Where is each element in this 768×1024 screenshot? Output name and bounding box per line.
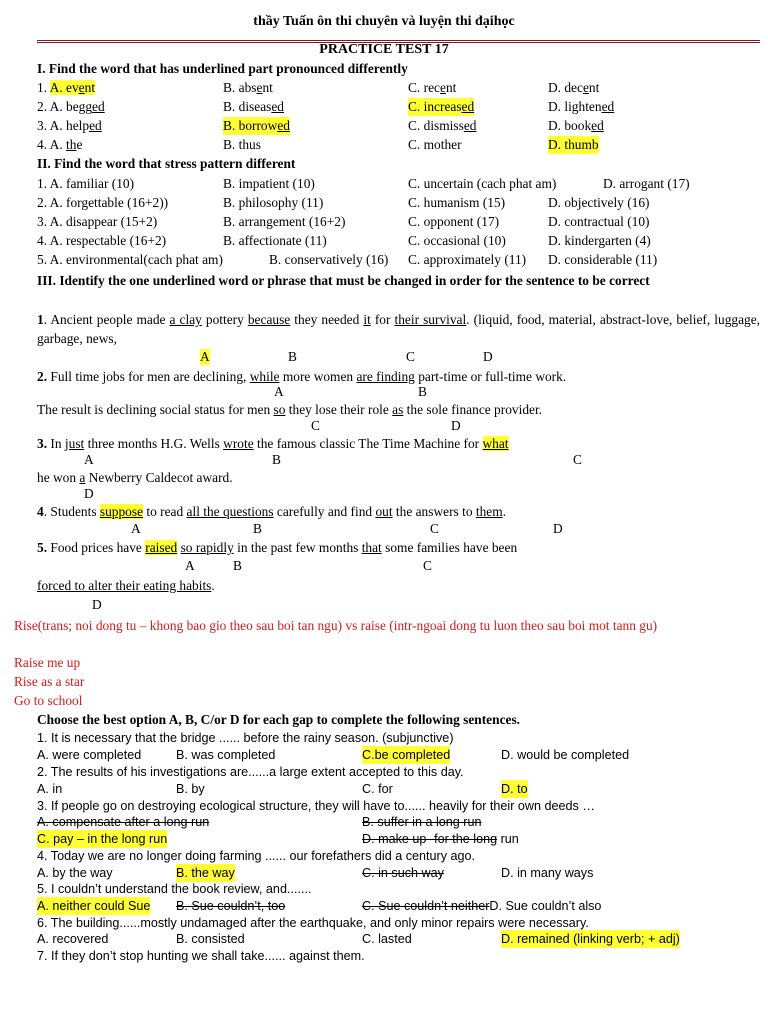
- s4-q3-d: D. make up- for the long run: [362, 832, 519, 846]
- s1-row-4: [37, 136, 760, 154]
- s1-q4-d: D. thumb: [548, 137, 599, 152]
- s2-q5-b: B. conservatively (16): [269, 252, 389, 267]
- s2-row-3: [37, 213, 760, 231]
- s3-q1-letter-c: C: [406, 349, 415, 364]
- section-3-heading: III. Identify the one underlined word or phrase that must be changed in order for the sentence to be correct: [37, 273, 650, 288]
- s1-row-2: [37, 98, 760, 116]
- s2-q2-c: C. humanism (15): [408, 195, 506, 210]
- s2-q4-d: D. kindergarten (4): [548, 233, 651, 248]
- s4-q5-options: [37, 897, 760, 915]
- s4-q4-a: A. by the way: [37, 866, 113, 880]
- s3-q3: 3. In just three months H.G. Wells wrote the famous classic The Time Machine for what: [37, 436, 509, 451]
- s1-q1-b: B. absent: [223, 80, 273, 95]
- s3-q3-letter-d: D: [84, 486, 94, 501]
- s2-q4-b: B. affectionate (11): [223, 233, 327, 248]
- s2-q3-c: C. opponent (17): [408, 214, 500, 229]
- s3-q4-letter-d: D: [553, 521, 563, 536]
- s4-q5-cd: C. Sue couldn’t neitherD. Sue couldn’t also: [362, 899, 602, 913]
- s2-q2-b: B. philosophy (11): [223, 195, 324, 210]
- s2-q3-d: D. contractual (10): [548, 214, 650, 229]
- s3-q5-letter-a: A: [185, 558, 195, 573]
- s4-q1-d: D. would be completed: [501, 748, 630, 762]
- s2-q3-b: B. arrangement (16+2): [223, 214, 346, 229]
- s3-q2-letter-a: A: [274, 384, 284, 399]
- s4-q6-c: C. lasted: [362, 932, 412, 946]
- s4-q3: 3. If people go on destroying ecological structure, they will have to...... heavily for their own deeds …: [37, 799, 595, 813]
- s1-row-3: [37, 117, 760, 135]
- s2-q1-a: 1. A. familiar (10): [37, 176, 135, 191]
- s2-q1-b: B. impatient (10): [223, 176, 315, 191]
- s4-q4-d: D. in many ways: [501, 866, 594, 880]
- s4-q4-c: C. in such way: [362, 866, 444, 880]
- note-raise-me-up: Raise me up: [14, 655, 81, 670]
- s4-q3-a: A. compensate after a long run: [37, 815, 210, 829]
- s4-q2-a: A. in: [37, 782, 63, 796]
- s4-q5: 5. I couldn’t understand the book review, and.......: [37, 882, 312, 896]
- s1-q2-d: D. lightened: [548, 99, 615, 114]
- s3-q2-letter-d: D: [451, 418, 461, 433]
- note-rise-as-star: Rise as a star: [14, 674, 85, 689]
- s4-q3-options-1: [37, 813, 760, 831]
- page-title: PRACTICE TEST 17: [319, 42, 449, 57]
- s2-q1-c: C. uncertain (cach phat am): [408, 176, 557, 191]
- s3-q1-letter-d: D: [483, 349, 493, 364]
- s2-q5-a: 5. A. environmental(cach phat am): [37, 252, 223, 267]
- s3-q4-letter-b: B: [253, 521, 262, 536]
- s4-q5-b: B. Sue couldn’t, too: [176, 899, 286, 913]
- s3-q1-letter-b: B: [288, 349, 297, 364]
- s4-q4-b: B. the way: [176, 866, 235, 880]
- s3-q4-letter-a: A: [131, 521, 141, 536]
- s3-q5-line2: forced to alter their eating habits.: [37, 578, 215, 593]
- s3-q2-letter-b: B: [418, 384, 427, 399]
- s3-q2-letter-c: C: [311, 418, 320, 433]
- s4-q1-b: B. was completed: [176, 748, 276, 762]
- s3-q4-letter-c: C: [430, 521, 439, 536]
- s4-q6-a: A. recovered: [37, 932, 109, 946]
- s2-row-5: [37, 251, 760, 269]
- s4-q2: 2. The results of his investigations are......a large extent accepted to this day.: [37, 765, 464, 779]
- s1-q1-a: A. event: [49, 80, 96, 95]
- s2-row-4: [37, 232, 760, 250]
- s2-row-2: [37, 194, 760, 212]
- s4-q1: 1. It is necessary that the bridge ...... before the rainy season. (subjunctive): [37, 731, 454, 745]
- s2-q4-c: C. occasional (10): [408, 233, 506, 248]
- s3-q2-line2: The result is declining social status for men so they lose their role as the sole finance provider.: [37, 402, 543, 417]
- s2-q2-a: 2. A. forgettable (16+2)): [37, 195, 169, 210]
- s1-q1-d: D. decent: [548, 80, 600, 95]
- section-2-heading: II. Find the word that stress pattern different: [37, 156, 296, 171]
- s3-q4: 4. Students suppose to read all the questions carefully and find out the answers to them.: [37, 504, 507, 519]
- s2-q5-d: D. considerable (11): [548, 252, 658, 267]
- s1-q2-c: C. increased: [408, 99, 475, 114]
- note-rise-raise: Rise(trans; noi dong tu – khong bao gio theo sau boi tan ngu) vs raise (intr-ngoai dong tu luon theo sau boi mot tann gu): [14, 618, 658, 633]
- s4-q1-options: [37, 746, 760, 764]
- page-header: thầy Tuấn ôn thi chuyên và luyện thi đạihọc: [253, 14, 515, 29]
- s4-q3-c: C. pay – in the long run: [37, 832, 168, 846]
- s1-q2-b: B. diseased: [223, 99, 284, 114]
- s3-q3-letter-b: B: [272, 452, 281, 467]
- s1-q4-a: 4. A. the: [37, 137, 83, 152]
- s4-q3-b: B. suffer in a long run: [362, 815, 482, 829]
- s1-q3-d: D. booked: [548, 118, 604, 133]
- s1-q3-a: 3. A. helped: [37, 118, 102, 133]
- s2-q4-a: 4. A. respectable (16+2): [37, 233, 167, 248]
- s4-q2-options: [37, 780, 760, 798]
- note-go-to-school: Go to school: [14, 693, 83, 708]
- s4-q5-a: A. neither could Sue: [37, 899, 151, 913]
- s4-q6-d: D. remained (linking verb; + adj): [501, 932, 680, 946]
- s3-q5-letter-d: D: [92, 597, 102, 612]
- s4-q6: 6. The building......mostly undamaged after the earthquake, and only minor repairs were necessary.: [37, 916, 589, 930]
- s4-q4: 4. Today we are no longer doing farming ...... our forefathers did a century ago.: [37, 849, 476, 863]
- s1-q1-c: C. recent: [408, 80, 457, 95]
- s3-q3-letter-a: A: [84, 452, 94, 467]
- s2-q3-a: 3. A. disappear (15+2): [37, 214, 158, 229]
- s2-q1-d: D. arrogant (17): [603, 176, 690, 191]
- s4-q6-b: B. consisted: [176, 932, 245, 946]
- s3-q1-letter-a: A: [200, 349, 210, 364]
- s3-q2: 2. Full time jobs for men are declining, while more women are finding part-time or full-time work.: [37, 369, 567, 384]
- s3-q1: 1. Ancient people made a clay pottery because they needed it for their survival. (liquid, food, material, abstract-love, belief, luggage, garbage, news,: [37, 312, 761, 346]
- s4-q7: 7. If they don’t stop hunting we shall take...... against them.: [37, 949, 365, 963]
- s2-row-1: [37, 175, 760, 193]
- s4-q2-d: D. to: [501, 782, 528, 796]
- s2-q2-d: D. objectively (16): [548, 195, 650, 210]
- s3-q5: 5. Food prices have raised so rapidly in the past few months that some families have been: [37, 540, 518, 555]
- s4-q3-options-2: [37, 830, 760, 848]
- s4-q1-c: C.be completed: [362, 748, 451, 762]
- s3-q5-letter-c: C: [423, 558, 432, 573]
- s3-q5-letter-b: B: [233, 558, 242, 573]
- s4-q2-c: C. for: [362, 782, 393, 796]
- s4-q6-options: [37, 930, 760, 948]
- s3-q3-line2: he won a Newberry Caldecot award.: [37, 470, 233, 485]
- s4-q2-b: B. by: [176, 782, 205, 796]
- s1-row-1: 1. A. event B. absent C. recent D. decent: [37, 80, 600, 95]
- s1-q3-b: B. borrowed: [223, 118, 290, 133]
- s1-q2-a: 2. A. begged: [37, 99, 105, 114]
- s1-q4-b: B. thus: [223, 137, 261, 152]
- s4-q1-a: A. were completed: [37, 748, 142, 762]
- s3-q3-letter-c: C: [573, 452, 582, 467]
- s2-q5-c: C. approximately (11): [408, 252, 527, 267]
- section-1-heading: I. Find the word that has underlined part pronounced differently: [37, 61, 408, 76]
- section-4-heading: Choose the best option A, B, C/or D for each gap to complete the following sentences.: [37, 712, 521, 727]
- s1-q4-c: C. mother: [408, 137, 462, 152]
- s1-q3-c: C. dismissed: [408, 118, 477, 133]
